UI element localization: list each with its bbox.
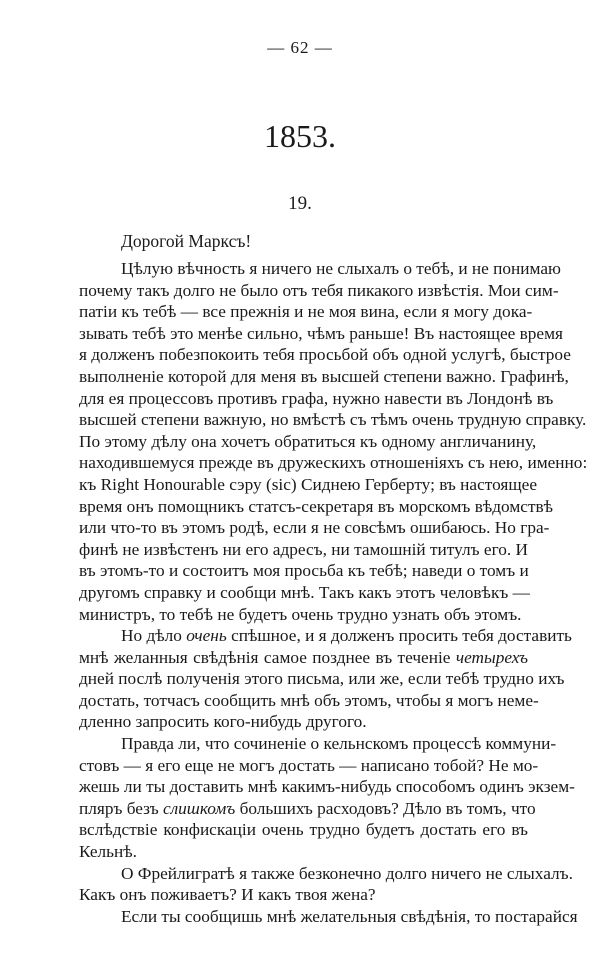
text-run: дней послѣ полученія этого письма, или же, если тебѣ трудно ихъ [79, 669, 565, 689]
text-line [79, 906, 578, 928]
letter-number: 19. [288, 193, 312, 214]
text-line [79, 798, 536, 820]
text-run: жешь ли ты доставить мнѣ какимъ-нибудь способомъ одинъ экзем- [79, 777, 575, 797]
page-number: — 62 — [267, 38, 333, 57]
letter-body [79, 258, 588, 927]
text-line [79, 582, 528, 604]
text-line [79, 668, 565, 690]
text-run: Цѣлую вѣчность я ничего не слыхалъ о тебѣ, и не понимаю [121, 259, 561, 278]
text-run: Правда ли, что сочиненіе о кельнскомъ процессѣ коммуни- [121, 734, 557, 754]
text-line [79, 841, 528, 863]
text-run: пляръ безъ [79, 798, 163, 818]
text-run: Какъ онъ поживаетъ? И какъ твоя жена? [79, 885, 376, 905]
text-line [79, 604, 528, 626]
text-run: Если ты сообщишь мнѣ желательныя свѣдѣнія, то постарайся [121, 906, 578, 926]
text-line [79, 819, 528, 841]
text-line [79, 258, 561, 280]
text-line [79, 863, 573, 885]
text-line [79, 323, 563, 345]
text-run: зывать тебѣ это менѣе сильно, чѣмъ раньше! Въ настоящее время [79, 323, 563, 343]
text-run: Но дѣло [121, 626, 187, 646]
text-line [79, 884, 528, 906]
text-line [79, 539, 528, 561]
text-line [79, 711, 528, 733]
text-line [79, 409, 587, 431]
text-line [79, 301, 533, 323]
text-line [79, 517, 550, 539]
text-run: для ея процессовъ противъ графа, нужно навести въ Лондонѣ въ [79, 388, 554, 408]
text-line [79, 280, 559, 302]
text-run: высшей степени важную, но вмѣстѣ съ тѣмъ очень трудную справку. [79, 410, 587, 430]
text-line [79, 344, 571, 366]
text-run: дленно запросить кого-нибудь другого. [79, 712, 367, 732]
text-line [79, 452, 588, 474]
text-run: мнѣ желанныя свѣдѣнія самое позднее въ теченіе [79, 647, 456, 667]
text-run: выполненіе которой для меня въ высшей степени важно. Графинѣ, [79, 366, 569, 386]
text-run: къ Right Honourable сэру (sic) Сиднею Герберту; въ настоящее [79, 474, 537, 494]
text-run: вслѣдствіе конфискаціи очень трудно будетъ достать его въ [79, 820, 528, 840]
text-line [79, 647, 528, 669]
salutation: Дорогой Марксъ! [121, 231, 252, 251]
text-line [79, 625, 572, 647]
text-line [79, 776, 575, 798]
text-run: спѣшное, и я долженъ просить тебя доставить [226, 626, 572, 646]
text-run: другомъ справку и сообщи мнѣ. Такъ какъ этотъ человѣкъ — [79, 582, 530, 602]
text-run: почему такъ долго не было отъ тебя пикакого извѣстія. Мои сим- [79, 280, 559, 300]
text-run: финѣ не извѣстенъ ни его адресъ, ни тамошній титулъ его. И [79, 539, 528, 559]
italic-emphasis: четырехъ [455, 647, 528, 667]
year-heading: 1853. [264, 118, 336, 154]
text-run: Кельнѣ. [79, 842, 137, 862]
text-run: достать, тотчасъ сообщить мнѣ объ этомъ, чтобы я могъ неме- [79, 690, 539, 710]
text-run: По этому дѣлу она хочетъ обратиться къ одному англичанину, [79, 431, 537, 451]
text-run: или что-то въ этомъ родѣ, если я не совсѣмъ ошибаюсь. Но гра- [79, 518, 550, 538]
text-run: патіи къ тебѣ — все прежнія и не моя вина, если я могу дока- [79, 302, 533, 322]
text-line [79, 366, 569, 388]
text-line [79, 560, 528, 582]
text-line [79, 690, 539, 712]
text-run: находившемуся прежде въ дружескихъ отношеніяхъ съ нею, именно: [79, 453, 588, 473]
text-line [79, 388, 554, 410]
text-run: я долженъ побезпокоить тебя просьбой объ одной услугѣ, быстрое [79, 345, 571, 365]
text-line [79, 474, 537, 496]
text-line [79, 755, 539, 777]
text-line [79, 431, 537, 453]
text-line [79, 496, 554, 518]
text-run: большихъ расходовъ? Дѣло въ томъ, что [235, 798, 536, 818]
text-run: стовъ — я его еще не могъ достать — написано тобой? Не мо- [79, 755, 539, 775]
text-run: О Фрейлигратѣ я также безконечно долго ничего не слыхалъ. [121, 863, 573, 883]
italic-emphasis: очень [186, 626, 227, 646]
text-run: время онъ помощникъ статсъ-секретаря въ морскомъ вѣдомствѣ [79, 496, 554, 516]
text-run: въ этомъ-то и состоитъ моя просьба къ тебѣ; наведи о томъ и [79, 561, 529, 581]
text-line [79, 733, 557, 755]
text-run: министръ, то тебѣ не будетъ очень трудно узнать объ этомъ. [79, 604, 522, 624]
italic-emphasis: слишкомъ [162, 798, 236, 818]
